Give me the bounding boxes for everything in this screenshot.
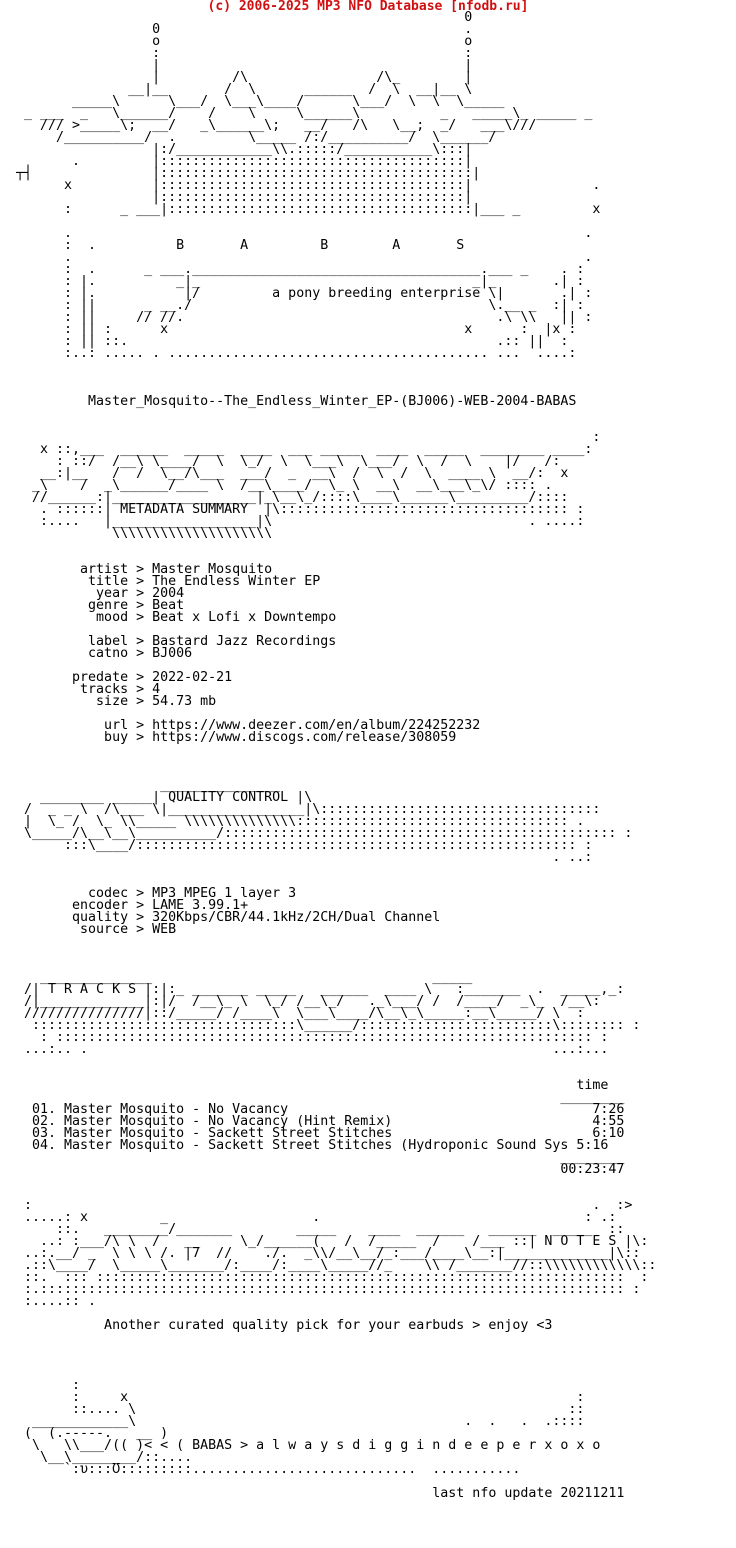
- nfo-line: 0 .: [16, 22, 473, 37]
- nfo-line: : |. |/ a pony breeding enterprise \| .| :: [16, 286, 593, 301]
- nfo-line: __|__ / \ ______ / \ __|__ \: [16, 82, 473, 97]
- nfo-line: __:|__ / / \__/\___ ___/ _ __\ / \ / \ ____ \ __/: x: [16, 466, 569, 481]
- nfo-line: o o: [16, 34, 473, 49]
- nfo-line: year > 2004: [16, 586, 185, 601]
- nfo-line: quality > 320Kbps/CBR/44.1kHz/2CH/Dual Channel: [16, 910, 441, 925]
- nfo-line: .::\____/ \_____\_______/:____/:____\_____//_ \\ /_______//::\\\\\\\\\\\\::: [16, 1258, 657, 1273]
- nfo-line: : || _ __./ \.__ _ :| :: [16, 298, 585, 313]
- nfo-line: | |: [16, 58, 473, 73]
- nfo-line: x ::,___ ______ _____ ____ ___ _____ ____ _____ ________ ____:: [16, 442, 593, 457]
- nfo-line: `:υ:::Ʊ:::::::::............................ ...........: [16, 1462, 521, 1477]
- nfo-line: buy > https://www.discogs.com/release/308059: [16, 730, 457, 745]
- nfo-line: . ..:: [16, 850, 593, 865]
- nfo-line: encoder > LAME 3.99.1+: [16, 898, 249, 913]
- nfo-line: : || ::. .:: || :: [16, 334, 569, 349]
- nfo-line: \ \\___/(( )< < ( BABAS > a l w a y s d i g g i n d e e p e r x o x o: [16, 1438, 601, 1453]
- nfo-line: :::::::::::::::::::::::::::::::::\______/::::::::::::::::::::::::\:::::::: :: [16, 1018, 641, 1033]
- nfo-line: : . _ ___.____________________________________.___ _ . :: [16, 262, 585, 277]
- nfo-line: //______:|__________________|_\__\_/::::\____\______\_________/::::: [16, 490, 569, 505]
- nfodb-banner: (c) 2006-2025 MP3 NFO Database [nfodb.ru]: [207, 0, 529, 14]
- nfo-line: : x :: [16, 1390, 585, 1405]
- nfo-line: .....: x _ . : .:: [16, 1210, 617, 1225]
- nfo-line: . |::::::::::::::::::::::::::::::::::::::|: [16, 154, 473, 169]
- nfo-line: : |. _|_ _|_ .| :: [16, 274, 585, 289]
- nfo-line: : || // //. .\ \\ || :: [16, 310, 593, 325]
- nfo-line: _______________: [16, 778, 281, 793]
- nfo-line: title > The Endless Winter EP: [16, 574, 321, 589]
- nfo-line: mood > Beat x Lofi x Downtempo: [16, 610, 337, 625]
- nfo-line: last nfo update 20211211: [16, 1486, 625, 1501]
- nfo-line: url > https://www.deezer.com/en/album/224252232: [16, 718, 481, 733]
- nfo-line: :....:: .: [16, 1294, 97, 1309]
- nfo-line: :.... |__________________|\ . ....:: [16, 514, 585, 529]
- nfo-line: /__________/ . \_____ /:/__________/ \______/: [16, 130, 497, 145]
- nfo-line: \_____/\__\__\__________/::::::::::::::::::::::::::::::::::::::::::::::::: :: [16, 826, 633, 841]
- nfo-line: 0: [16, 10, 473, 25]
- nfo-line: |::::::::::::::::::::::::::::::::::::::|: [16, 190, 473, 205]
- nfo-line: : ::/ /__\ \____/ \ \_/ \ \___\ \___/ \ / \ |/ /:: [16, 454, 561, 469]
- nfo-line: ::.... \ ::: [16, 1402, 585, 1417]
- nfo-line: ...:.. . ...:...: [16, 1042, 609, 1057]
- nfo-line: 01. Master Mosquito - No Vacancy 7:26: [16, 1102, 625, 1117]
- nfo-line: tracks > 4: [16, 682, 161, 697]
- nfo-line: : ::::::::::::::::::::::::::::::::::::::::::::::::::::::::::::::::::: :: [16, 1030, 609, 1045]
- nfo-line: : _ ___|::::::::::::::::::::::::::::::::::::::|___ _ x: [16, 202, 601, 217]
- nfo-line: artist > Master Mosquito: [16, 562, 273, 577]
- nfo-line: \__\________/::....: [16, 1450, 193, 1465]
- nfo-line: 04. Master Mosquito - Sackett Street Stitches (Hydroponic Sound Sys 5:16: [16, 1138, 609, 1153]
- nfo-line: ..: :___/\ \ / __ \_/______( / /_____ / /___ ::| N O T E S |\:: [16, 1234, 649, 1249]
- nfo-line: ______________ _____: [16, 970, 473, 985]
- nfo-line: . .: [16, 250, 593, 265]
- nfo-line: \\\\\\\\\\\\\\\\\\\\: [16, 526, 273, 541]
- nfo-line: time: [16, 1078, 609, 1093]
- nfo-line: : . B A B A S: [16, 238, 465, 253]
- nfo-line: | /\ /\_ |: [16, 70, 473, 85]
- nfo-line: :.::::::::::::::::::::::::::::::::::::::::::::::::::::::::::::::::::::::::: :: [16, 1282, 641, 1297]
- nfo-line: _ ___ _ \______/ / \ \______\ _ _____\_ _____ _: [16, 106, 593, 121]
- nfo-line: . ::::::| METADATA SUMMARY |\:::::::::::::::::::::::::::::::::::: :: [16, 502, 585, 517]
- nfo-line: /| T R A C K S |:|:_ _______ _____ ______ ____ \ :_______ . _____,_:: [16, 982, 625, 997]
- nfo-line: ________ _____| QUALITY CONTROL |\: [16, 790, 313, 805]
- nfo-ascii-document: [16, 12, 656, 1500]
- nfo-line: label > Bastard Jazz Recordings: [16, 634, 337, 649]
- nfo-line: | \_ / \_ \\_____ \\\\\\\\\\\\\\:::::::::::::::::::::::::::::::::: .: [16, 814, 585, 829]
- nfo-line: Master_Mosquito--The_Endless_Winter_EP-(BJ006)-WEB-2004-BABAS: [16, 394, 577, 409]
- nfo-line: /|_____________|:|/ /__\_ \ \_/ /__\_/ ._\___/ / /____/ _\_ /__\:: [16, 994, 601, 1009]
- nfo-line: _\ / _\______/____ \ /__\____/ \_ \ __\ __\___\_\/ :::: .: [16, 478, 553, 493]
- nfo-line: catno > BJ006: [16, 646, 193, 661]
- nfo-line: ..:.__/ _ \ \ \ /. |7 // ./. _\\/__\__/_:___/____\__:|_____________|\::: [16, 1246, 641, 1261]
- nfo-line: codec > MP3 MPEG 1 layer 3: [16, 886, 297, 901]
- nfo-line: . .: [16, 226, 593, 241]
- nfo-line: size > 54.73 mb: [16, 694, 217, 709]
- nfo-line: : . :>: [16, 1198, 633, 1213]
- nfo-line: predate > 2022-02-21: [16, 670, 233, 685]
- nfo-line: 03. Master Mosquito - Sackett Street Stitches 6:10: [16, 1126, 625, 1141]
- nfo-line: genre > Beat: [16, 598, 185, 613]
- nfo-line: 00:23:47: [16, 1162, 625, 1177]
- nfo-line: 02. Master Mosquito - No Vacancy (Hint Remix) 4:55: [16, 1114, 625, 1129]
- nfo-line: x |::::::::::::::::::::::::::::::::::::::| .: [16, 178, 601, 193]
- nfo-line: /// >_____\; __/ _\______\; __/ /\ \__; _/ ___\///: [16, 118, 537, 133]
- nfo-line: ____________\ . . . .::::: [16, 1414, 585, 1429]
- nfo-line: ( (.-----. __ ): [16, 1426, 169, 1441]
- nfo-line: ┬┤ |:::::::::::::::::::::::::::::::::::::::|: [16, 166, 481, 181]
- nfo-line: ________: [16, 1150, 625, 1165]
- nfo-line: Another curated quality pick for your earbuds > enjoy <3: [16, 1318, 553, 1333]
- nfo-line: :..: ..... . ........................................ ... ....:: [16, 346, 577, 361]
- nfo-line: :::\____/::::::::::::::::::::::::::::::::::::::::::::::::::::::: :: [16, 838, 593, 853]
- nfo-line: : :: [16, 46, 473, 61]
- nfo-line: :: [16, 430, 601, 445]
- nfo-line: source > WEB: [16, 922, 177, 937]
- nfo-line: _____\ \___/ \___\____/ \___/ \ \ \_____: [16, 94, 505, 109]
- nfo-line: / _ _ \ /\___ \|_________________|\:::::::::::::::::::::::::::::::::::: [16, 802, 601, 817]
- nfo-line: ///////////////|::/_____/ /____\ \___\____/\__\_\_____:__\_____/ \ :: [16, 1006, 585, 1021]
- nfo-line: ::. ::: :::::::::::::::::::::::::::::::::::::::::::::::::::::::::::::::::: :: [16, 1270, 649, 1285]
- nfo-line: |:/____________\\.:::::/___________\:::|: [16, 142, 473, 157]
- nfo-line: ________: [16, 1090, 625, 1105]
- nfo-line: ::. ________/_______ _____ ____ ______ ______ _____ ::: [16, 1222, 625, 1237]
- nfo-line: :: [16, 1378, 81, 1393]
- nfo-line: : || : x x : |x :: [16, 322, 577, 337]
